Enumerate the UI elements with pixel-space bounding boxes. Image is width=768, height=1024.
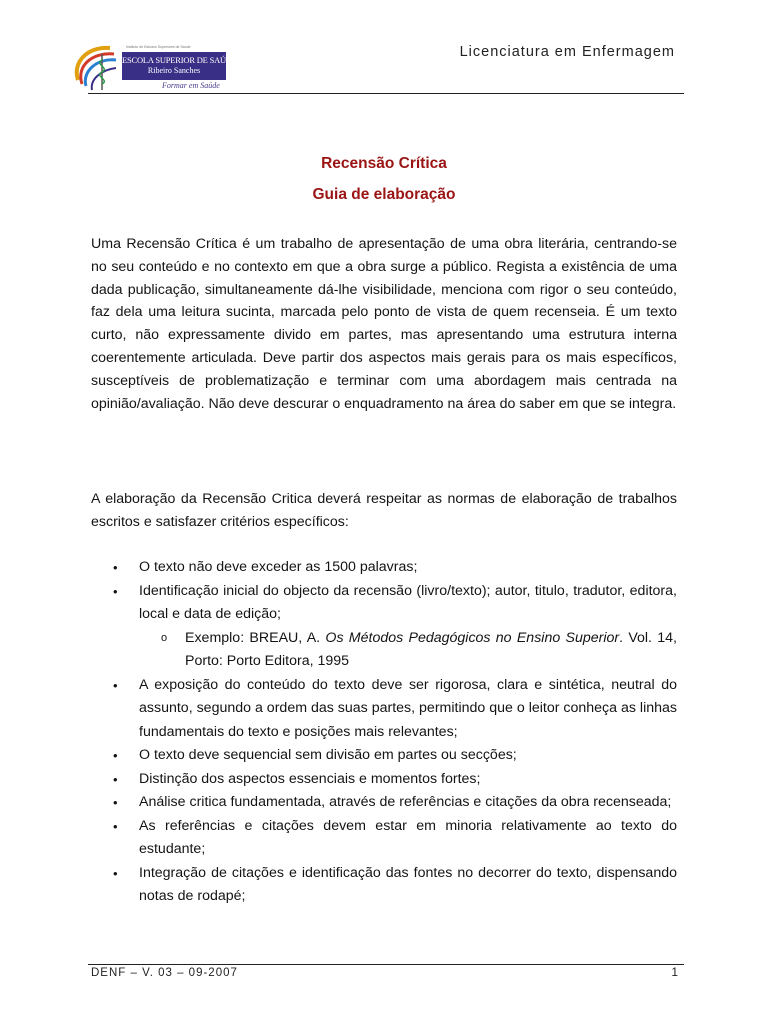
- logo-small-text: Instituto de Estudos Superiores de Saúde: [126, 45, 191, 49]
- list-item-text: As referências e citações devem estar em minoria relativamente ao texto do estudante;: [139, 817, 677, 857]
- school-logo: [70, 40, 237, 94]
- example-suffix: . Vol. 14, Porto: Porto Editora, 1995: [185, 629, 677, 669]
- logo-banner: [122, 52, 237, 80]
- logo-school-name: ESCOLA SUPERIOR DE SAÚDE: [122, 55, 237, 65]
- document-subtitle: Guia de elaboração: [312, 186, 456, 203]
- bullet-icon: •: [113, 865, 118, 881]
- circle-bullet-icon: o: [161, 631, 168, 644]
- logo-school-subname: Ribeiro Sanches: [147, 66, 201, 75]
- bullet-icon: •: [113, 771, 118, 787]
- list-item-text: Identificação inicial do objecto da recensão (livro/texto); autor, titulo, tradutor, editora, local e data de edição;: [139, 582, 677, 622]
- sub-list-item: [139, 627, 677, 674]
- bullet-icon: •: [113, 677, 118, 693]
- bullet-icon: •: [113, 560, 118, 575]
- example-work-title: Os Métodos Pedagógicos no Ensino Superior: [325, 629, 620, 646]
- footer-document-code: DENF – V. 03 – 09-2007: [91, 967, 238, 979]
- list-item-text: Distinção dos aspectos essenciais e momentos fortes;: [139, 770, 481, 787]
- list-item: [91, 674, 677, 745]
- list-item-text: Análise critica fundamentada, através de referências e citações da obra recenseada;: [139, 794, 672, 810]
- list-item: [91, 862, 677, 909]
- list-item: [91, 744, 677, 768]
- bullet-icon: •: [113, 748, 118, 763]
- footer-divider: [88, 964, 684, 965]
- bullet-icon: •: [113, 795, 118, 810]
- list-item: [91, 580, 677, 674]
- list-item: [91, 768, 677, 792]
- document-title: Recensão Crítica: [321, 155, 447, 172]
- list-item: [91, 556, 677, 580]
- intro-paragraph: Uma Recensão Crítica é um trabalho de apresentação de uma obra literária, centrando-se no seu conteúdo e no contexto em que a obra surge a público. Regista a existência de uma dada publicação, simultaneamente dá-lhe visibilidade, menciona com rigor o seu conteúdo, faz dela uma leitura sucinta, marcada pelo ponto de vista de quem recenseia. É um texto curto, não expressamente divido em partes, mas apresentando uma estrutura interna coerentemente articulada. Deve partir dos aspectos mais gerais para os mais específicos, susceptíveis de problematização e terminar com uma abordagem mais centrada na opinião/avaliação. Não deve descurar o enquadramento na área do saber em que se integra.: [91, 236, 677, 412]
- criteria-paragraph: A elaboração da Recensão Critica deverá respeitar as normas de elaboração de trabalhos escritos e satisfazer critérios específicos:: [91, 491, 677, 530]
- criteria-list: [91, 556, 677, 909]
- bullet-icon: •: [113, 583, 118, 599]
- list-item-text: O texto não deve exceder as 1500 palavras;: [139, 559, 418, 575]
- list-item-text: A exposição do conteúdo do texto deve ser rigorosa, clara e sintética, neutral do assunto, segundo a ordem das suas partes, permitindo que o leitor conheça as linhas fundamentais do texto e posições mais relevantes;: [139, 676, 677, 740]
- list-item-text: O texto deve sequencial sem divisão em partes ou secções;: [139, 747, 517, 763]
- example-prefix: Exemplo: BREAU, A.: [185, 629, 326, 646]
- list-item: [91, 815, 677, 862]
- list-item: [91, 791, 677, 815]
- page-number: 1: [671, 965, 678, 979]
- logo-motto: Formar em Saúde: [162, 81, 220, 90]
- header-divider: [88, 93, 684, 94]
- sub-list: [139, 627, 677, 674]
- header-course-title: Licenciatura em Enfermagem: [459, 44, 675, 60]
- list-item-text: Integração de citações e identificação das fontes no decorrer do texto, dispensando notas de rodapé;: [139, 864, 677, 904]
- bullet-icon: •: [113, 818, 118, 834]
